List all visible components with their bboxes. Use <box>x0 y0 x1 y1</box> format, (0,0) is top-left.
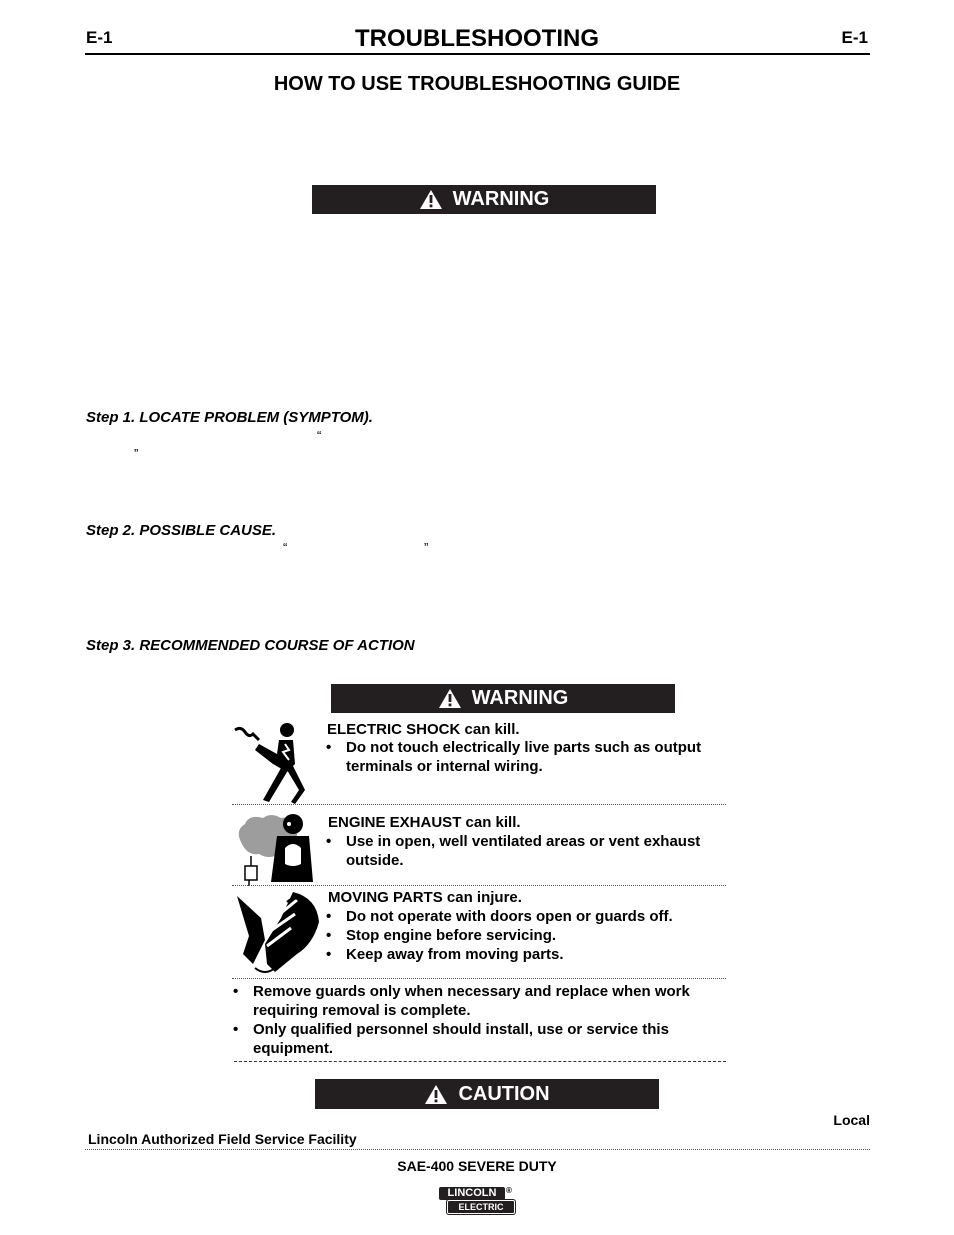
hazard-moving-parts-list <box>326 907 726 964</box>
warning-triangle-icon <box>438 688 462 709</box>
page-number-right: E-1 <box>841 28 868 47</box>
step-2-heading: Step 2. POSSIBLE CAUSE. <box>86 522 277 539</box>
list-item: • Stop engine before servicing. <box>326 926 726 945</box>
hazard-electric-shock-heading: ELECTRIC SHOCK can kill. <box>327 721 520 738</box>
field-service-facility: Lincoln Authorized Field Service Facility <box>88 1131 357 1147</box>
hazard-engine-exhaust-heading: ENGINE EXHAUST can kill. <box>328 814 521 831</box>
warning-triangle-icon <box>419 189 443 210</box>
section-subtitle: HOW TO USE TROUBLESHOOTING GUIDE <box>273 73 681 95</box>
list-item: • Use in open, well ventilated areas or vent exhaust outside. <box>326 832 726 870</box>
divider <box>232 978 726 979</box>
list-item: • Do not touch electrically live parts such as output terminals or internal wiring. <box>326 738 726 776</box>
local-text: Local <box>833 1112 870 1128</box>
general-safety-list <box>233 982 725 1058</box>
step-2-open-quote: “ <box>283 540 288 555</box>
step-1-open-quote: “ <box>317 428 322 443</box>
warning-triangle-icon <box>424 1084 448 1105</box>
divider <box>232 885 726 886</box>
electric-shock-icon <box>233 720 325 804</box>
page-number-left: E-1 <box>86 28 113 47</box>
caution-label: CAUTION <box>458 1082 550 1105</box>
engine-exhaust-icon <box>235 810 327 888</box>
divider <box>234 1061 726 1062</box>
lincoln-electric-logo <box>437 1187 517 1215</box>
list-item: • Remove guards only when necessary and replace when work requiring removal is complete. <box>233 982 725 1020</box>
warning-label: WARNING <box>471 687 569 709</box>
warning-banner-top <box>312 185 656 214</box>
warning-label: WARNING <box>452 188 550 210</box>
header-rule <box>85 53 870 55</box>
step-1-heading: Step 1. LOCATE PROBLEM (SYMPTOM). <box>86 409 373 426</box>
moving-parts-icon <box>235 888 327 976</box>
step-1-close-quote: ” <box>134 446 139 461</box>
step-2-close-quote: ” <box>424 540 429 555</box>
logo-registered: ® <box>506 1186 512 1195</box>
hazard-moving-parts-heading: MOVING PARTS can injure. <box>328 889 522 906</box>
warning-banner-hazards <box>331 684 675 713</box>
list-item: • Only qualified personnel should install, use or service this equipment. <box>233 1020 725 1058</box>
caution-banner <box>315 1079 659 1109</box>
list-item: • Do not operate with doors open or guards off. <box>326 907 726 926</box>
hazard-engine-exhaust-list <box>326 832 726 870</box>
list-item: • Keep away from moving parts. <box>326 945 726 964</box>
footer-divider <box>85 1149 870 1150</box>
hazard-electric-shock-list <box>326 738 726 776</box>
step-3-heading: Step 3. RECOMMENDED COURSE OF ACTION <box>86 637 415 654</box>
logo-bottom: ELECTRIC <box>447 1200 515 1214</box>
logo-top: LINCOLN <box>439 1187 505 1200</box>
model-name: SAE-400 SEVERE DUTY <box>397 1158 557 1174</box>
page-title: TROUBLESHOOTING <box>355 25 599 52</box>
divider <box>232 804 726 805</box>
